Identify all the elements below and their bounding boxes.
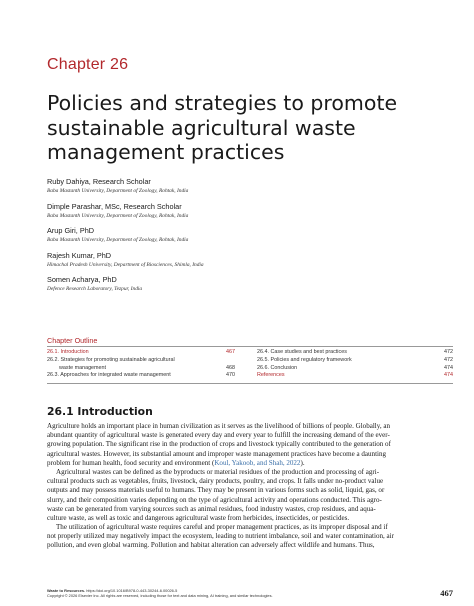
outline-entry-page: 467 — [226, 349, 235, 355]
outline-entry-label: 26.5. Policies and regulatory framework — [257, 356, 352, 363]
author-name: Somen Acharya, PhD — [47, 275, 117, 285]
author — [47, 226, 447, 251]
outline-entry-label: 26.3. Approaches for integrated waste management — [47, 372, 171, 379]
text-line: Agricultural wastes can be defined as the byproducts or material residues of the production and processing of agri- — [56, 467, 380, 476]
outline-entry-page: 468 — [226, 364, 235, 371]
footer-doi[interactable]: https://doi.org/10.1016/B978-0-443-30244-6.00026-5 — [85, 588, 178, 593]
text-line: The utilization of agricultural waste requires careful and proper management practices, as its improper disposal and if — [56, 523, 388, 532]
text-line: outputs and may possess materials useful to humans. They may be present in various forms such as solid, liquid, gas, or — [47, 486, 385, 495]
citation-link[interactable]: Koul, Yakoob, and Shah, 2022 — [214, 458, 301, 467]
outline-entry-label: 26.4. Case studies and best practices — [257, 349, 347, 355]
outline-entry-references[interactable] — [257, 372, 453, 380]
footer-book-title: Waste to Resources. — [47, 588, 86, 593]
outline-entry[interactable] — [47, 349, 235, 357]
outline-entry-page: 474 — [444, 372, 453, 379]
outline-entry-page: 472 — [444, 356, 453, 363]
title-line: sustainable agricultural waste — [47, 115, 356, 140]
page-number: 467 — [440, 588, 453, 598]
author-list — [47, 177, 447, 300]
outline-entry-label: 26.6. Conclusion — [257, 364, 298, 371]
text-line: agricultural wastes. However, its substantial amount and improper waste management practices have become a daunting — [47, 449, 387, 458]
outline-entry-page: 472 — [444, 349, 453, 355]
author-affiliation: Baba Mastanth University, Department of Zoology, Rohtak, India — [47, 212, 189, 219]
outline-bottom-rule — [47, 383, 453, 384]
outline-entry[interactable] — [257, 349, 453, 357]
author-name: Dimple Parashar, MSc, Research Scholar — [47, 201, 182, 211]
title-line: Policies and strategies to promote — [47, 91, 398, 115]
outline-left-column — [47, 349, 235, 380]
outline-entry-page: 474 — [444, 364, 453, 371]
page-footer — [47, 588, 453, 598]
author — [47, 202, 447, 227]
author-affiliation: Baba Mastanth University, Department of Zoology, Rohtak, India — [47, 237, 189, 244]
outline-entry-label: References — [257, 372, 285, 379]
outline-right-column — [257, 349, 453, 380]
text-line: Agriculture holds an important place in human civilization as it serves as the livelihood of billions of people. Globally, an — [47, 422, 390, 430]
author — [47, 177, 447, 202]
outline-entry-label: waste management — [59, 364, 107, 371]
text-line: abundant quantity of agricultural waste is generated every day and every year to fulfill the increasing demand of the ever- — [47, 431, 390, 440]
outline-entry-label: 26.1. Introduction — [47, 349, 89, 355]
outline-entry-continued[interactable] — [47, 365, 235, 373]
author-affiliation: Himachal Pradesh University, Department of Biosciences, Shimla, India — [47, 261, 204, 268]
text-line: waste can be generated from varying sources such as animal residues, food industry wastes, crop residues, and aqua- — [47, 504, 376, 513]
text-line: slurry, and their composition varies depending on the type of agricultural activity and operations conducted. This agro- — [47, 495, 382, 504]
outline-entry[interactable] — [47, 372, 235, 380]
body-text — [47, 422, 453, 551]
outline-entry-label: 26.2. Strategies for promoting sustainable agricultural — [47, 356, 175, 363]
text-line: culture waste, as well as toxic and dangerous agricultural waste from herbicides, insecticides, or pesticides. — [47, 513, 350, 522]
outline-top-rule — [47, 346, 453, 347]
outline-entry-page: 470 — [226, 372, 235, 379]
outline-title: Chapter Outline — [47, 336, 98, 345]
text-line: not properly utilized may negatively impact the ecosystem, leading to nutrient imbalance, soil and water contamination, air — [47, 532, 394, 541]
text-span: ). — [300, 458, 305, 467]
text-span: problem for human health, food security and environment ( — [47, 458, 215, 467]
author-name: Arup Giri, PhD — [47, 226, 95, 236]
title-line: management practices — [47, 140, 285, 164]
chapter-label: Chapter 26 — [47, 56, 129, 73]
author-affiliation: Baba Mastanth University, Department of Zoology, Rohtak, India — [47, 188, 189, 194]
outline-entry[interactable] — [257, 357, 453, 365]
outline-entry[interactable] — [257, 365, 453, 373]
author — [47, 251, 447, 276]
chapter-outline — [47, 336, 453, 379]
author-affiliation: Defence Research Laboratory, Tezpur, India — [47, 286, 143, 293]
text-line: pollution, and even global warming. Pollution and habitat alteration can adversely affect wildlife and humans. Thus, — [47, 541, 375, 550]
section-heading: 26.1 Introduction — [47, 405, 153, 418]
text-line — [47, 459, 453, 468]
chapter-title — [47, 91, 447, 165]
outline-entry[interactable] — [47, 357, 235, 365]
author-name: Rajesh Kumar, PhD — [47, 250, 112, 260]
text-line: growing population. The significant rise in the production of crops and livestock typically contributed to the generation of — [47, 440, 391, 449]
text-line: cultural products such as vegetables, fruits, livestock, dairy products, poultry, and crops. It falls under no-product value — [47, 477, 384, 486]
footer-copyright: Copyright © 2026 Elsevier Inc. All rights are reserved, including those for text and data mining, AI training, and similar technologies. — [47, 593, 273, 598]
author-name: Ruby Dahiya, Research Scholar — [47, 177, 151, 186]
author — [47, 275, 447, 300]
